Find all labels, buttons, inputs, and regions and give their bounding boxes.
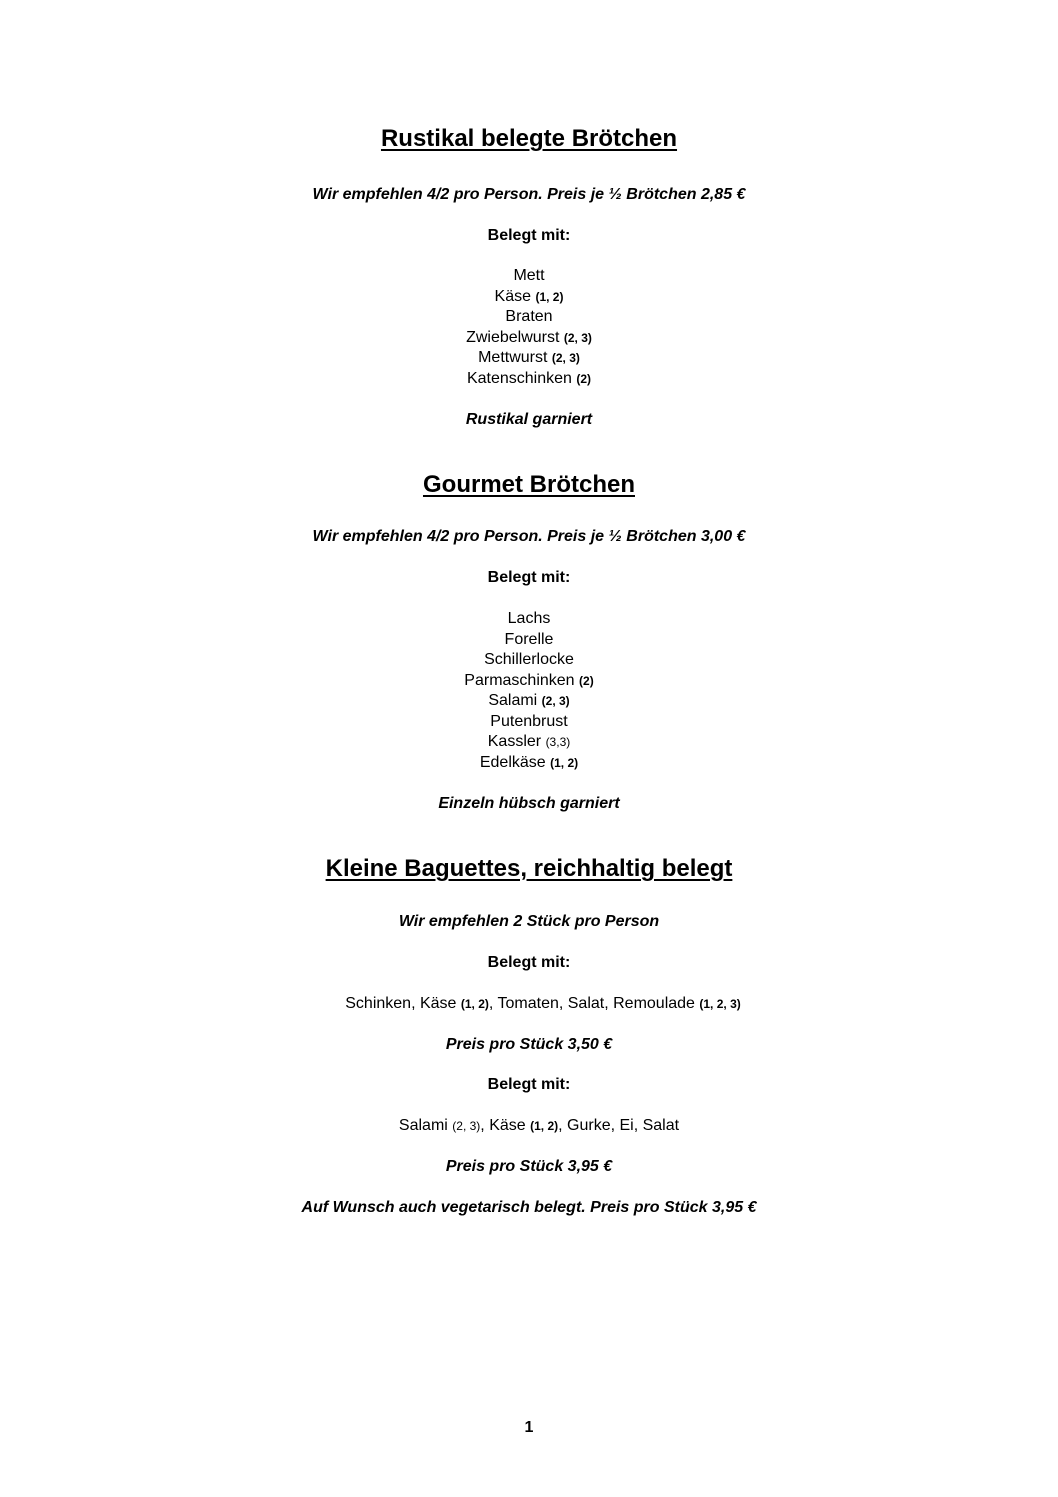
section-intro-rustikal: Wir empfehlen 4/2 pro Person. Preis je ½ Brötchen 2,85 € (312, 186, 746, 203)
filling-text: , Käse (480, 1117, 531, 1134)
menu-item (0, 371, 1058, 387)
menu-item (0, 309, 1058, 325)
item-name: Lachs (507, 610, 551, 627)
menu-item (0, 268, 1058, 284)
belegt-label: Belegt mit: (487, 954, 571, 971)
item-name: Kassler (487, 733, 542, 750)
item-name: Käse (494, 288, 531, 305)
belegt-label: Belegt mit: (487, 1076, 571, 1093)
allergen-codes: (2, 3) (563, 331, 592, 345)
allergen-codes: (3,3) (545, 735, 571, 749)
item-name: Edelkäse (479, 754, 546, 771)
allergen-codes: (1, 2) (535, 290, 564, 304)
allergen-codes: (1, 2) (550, 756, 579, 770)
menu-item (0, 734, 1058, 750)
vegetarian-note: Auf Wunsch auch vegetarisch belegt. Preis pro Stück 3,95 € (301, 1199, 757, 1216)
item-name: Parmaschinken (464, 672, 575, 689)
menu-item (0, 350, 1058, 366)
garnish-note: Einzeln hübsch garniert (438, 795, 620, 812)
belegt-label: Belegt mit: (487, 569, 571, 586)
item-name: Katenschinken (466, 370, 572, 387)
section-title-gourmet: Gourmet Brötchen (422, 471, 635, 498)
menu-item (0, 755, 1058, 771)
price-per-piece: Preis pro Stück 3,50 € (445, 1036, 613, 1053)
menu-item (0, 289, 1058, 305)
allergen-codes: (2) (579, 674, 594, 688)
filling-text: , Gurke, Ei, Salat (558, 1117, 680, 1134)
item-name: Braten (505, 308, 553, 325)
allergen-codes: (1, 2, 3) (699, 997, 741, 1011)
allergen-codes: (2, 3) (541, 694, 570, 708)
section-intro-baguettes: Wir empfehlen 2 Stück pro Person (398, 913, 660, 930)
belegt-label: Belegt mit: (487, 227, 571, 244)
item-name: Putenbrust (490, 713, 568, 730)
section-title-rustikal: Rustikal belegte Brötchen (380, 125, 678, 152)
baguette-fillings (0, 996, 1058, 1012)
page-number: 1 (524, 1419, 534, 1436)
menu-item (0, 652, 1058, 668)
filling-text: Salami (398, 1117, 453, 1134)
menu-item (0, 611, 1058, 627)
allergen-codes: (2, 3) (452, 1119, 481, 1133)
filling-text: , Tomaten, Salat, Remoulade (488, 995, 700, 1012)
menu-item (0, 714, 1058, 730)
allergen-codes: (2, 3) (551, 351, 580, 365)
menu-item (0, 693, 1058, 709)
item-name: Forelle (504, 631, 554, 648)
menu-item (0, 330, 1058, 346)
filling-text: Schinken, Käse (345, 995, 461, 1012)
item-name: Schillerlocke (484, 651, 574, 668)
section-title-baguettes: Kleine Baguettes, reichhaltig belegt (325, 855, 733, 882)
allergen-codes: (2) (576, 372, 592, 386)
item-name: Mett (513, 267, 545, 284)
menu-item (0, 673, 1058, 689)
allergen-codes: (1, 2) (460, 997, 489, 1011)
price-per-piece: Preis pro Stück 3,95 € (445, 1158, 613, 1175)
item-name: Mettwurst (478, 349, 548, 366)
item-name: Zwiebelwurst (466, 329, 560, 346)
baguette-fillings (0, 1118, 1058, 1134)
garnish-note: Rustikal garniert (465, 411, 593, 428)
item-name: Salami (488, 692, 538, 709)
section-intro-gourmet: Wir empfehlen 4/2 pro Person. Preis je ½ Brötchen 3,00 € (312, 528, 746, 545)
menu-item (0, 632, 1058, 648)
allergen-codes: (1, 2) (530, 1119, 559, 1133)
